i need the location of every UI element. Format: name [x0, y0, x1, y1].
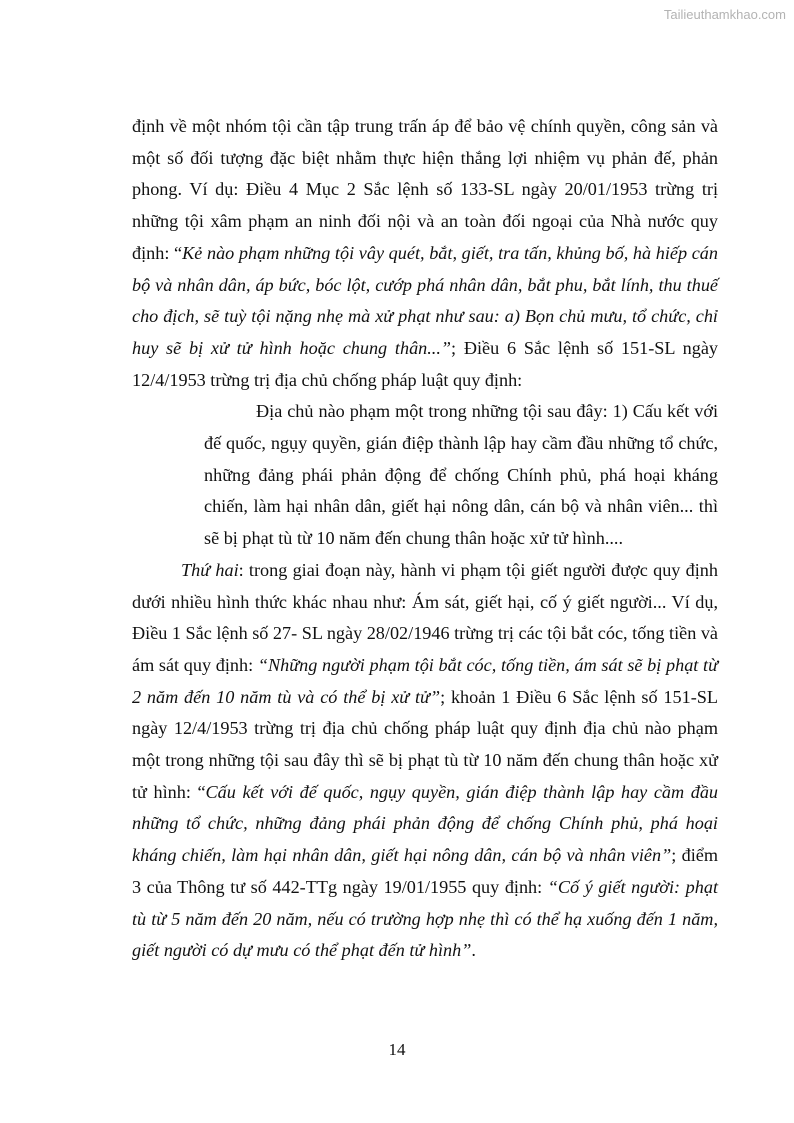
watermark-text: Tailieuthamkhao.com [663, 7, 786, 22]
paragraph-1-text-1: định về một nhóm tội cần tập trung trấn áp để bảo vệ chính quyền, công sản và một số đối tượng đặc biệt nhằm thực hiện thắng lợi nhiệm vụ phản đế, phản phong. Ví dụ: Điều 4 Mục 2 Sắc lệnh số 133-SL ngày 20/01/1953 trừng trị những tội xâm phạm an ninh đối nội và an toàn đối ngoại của Nhà nước quy định: “ [132, 116, 718, 263]
page-number: 14 [388, 1040, 406, 1059]
paragraph-2-lead: Thứ hai [181, 559, 239, 580]
paragraph-2-text-1: : trong giai đoạn này, hành vi phạm tội giết người được quy định dưới nhiều hình thức khác nhau như: Ám sát, giết hại, cố ý giết người... Ví dụ, Điều 1 Sắc lệnh số 27- SL ngày 28/02/1946 trừng trị các tội bắt cóc, tống tiền và ám sát quy định: [132, 559, 719, 675]
paragraph-2 [132, 555, 718, 967]
paragraph-2-italic-quote-1: “Những người phạm tội bắt cóc, tống tiền, ám sát sẽ bị phạt từ 2 năm đến 10 năm tù và có thể bị xử tử” [132, 654, 718, 707]
paragraph-2-italic-quote-3: “Cố ý giết người: phạt tù từ 5 năm đến 20 năm, nếu có trường hợp nhẹ thì có thể hạ xuống đến 1 năm, giết người có dự mưu có thể phạt đến tử hình” [132, 876, 718, 961]
paragraph-2-italic-quote-2: Cấu kết với đế quốc, ngụy quyền, gián điệp thành lập hay cầm đầu những tổ chức, những đảng phái phản động để chống Chính phủ, phá hoại kháng chiến, làm hại nhân dân, giết hại nông dân, cán bộ và nhân viên” [132, 781, 719, 866]
paragraph-1-text-2: ; Điều 6 Sắc lệnh số 151-SL ngày 12/4/1953 trừng trị địa chủ chống pháp luật quy định: [132, 337, 718, 390]
paragraph-2-text-3: ; điểm 3 của Thông tư số 442-TTg ngày 19/01/1955 quy định: [132, 845, 718, 897]
block-quote: Địa chủ nào phạm một trong những tội sau đây: 1) Cấu kết với đế quốc, ngụy quyền, gián điệp thành lập hay cầm đầu những tổ chức, những đảng phái phản động để chống Chính phủ, phá hoại kháng chiến, làm hại nhân dân, giết hại nông dân, cán bộ và nhân viên... thì sẽ bị phạt tù từ 10 năm đến chung thân hoặc xử tử hình.... [204, 401, 718, 549]
page-body [132, 111, 718, 967]
paragraph-1 [132, 111, 718, 396]
paragraph-2-text-4: . [471, 940, 476, 961]
paragraph-1-italic-quote: Kẻ nào phạm những tội vây quét, bắt, giết, tra tấn, khủng bố, hà hiếp cán bộ và nhân dân, áp bức, bóc lột, cướp phá nhân dân, bắt phu, bắt lính, thu thuế cho địch, sẽ tuỳ tội nặng nhẹ mà xử phạt như sau: a) Bọn chủ mưu, tổ chức, chỉ huy sẽ bị xử tử hình hoặc chung thân...” [132, 242, 718, 358]
paragraph-2-text-2: ; khoản 1 Điều 6 Sắc lệnh số 151-SL ngày 12/4/1953 trừng trị địa chủ chống pháp luật quy định địa chủ nào phạm một trong những tội sau đây thì sẽ bị phạt tù từ 10 năm đến chung thân hoặc xử tử hình: “ [132, 686, 718, 802]
